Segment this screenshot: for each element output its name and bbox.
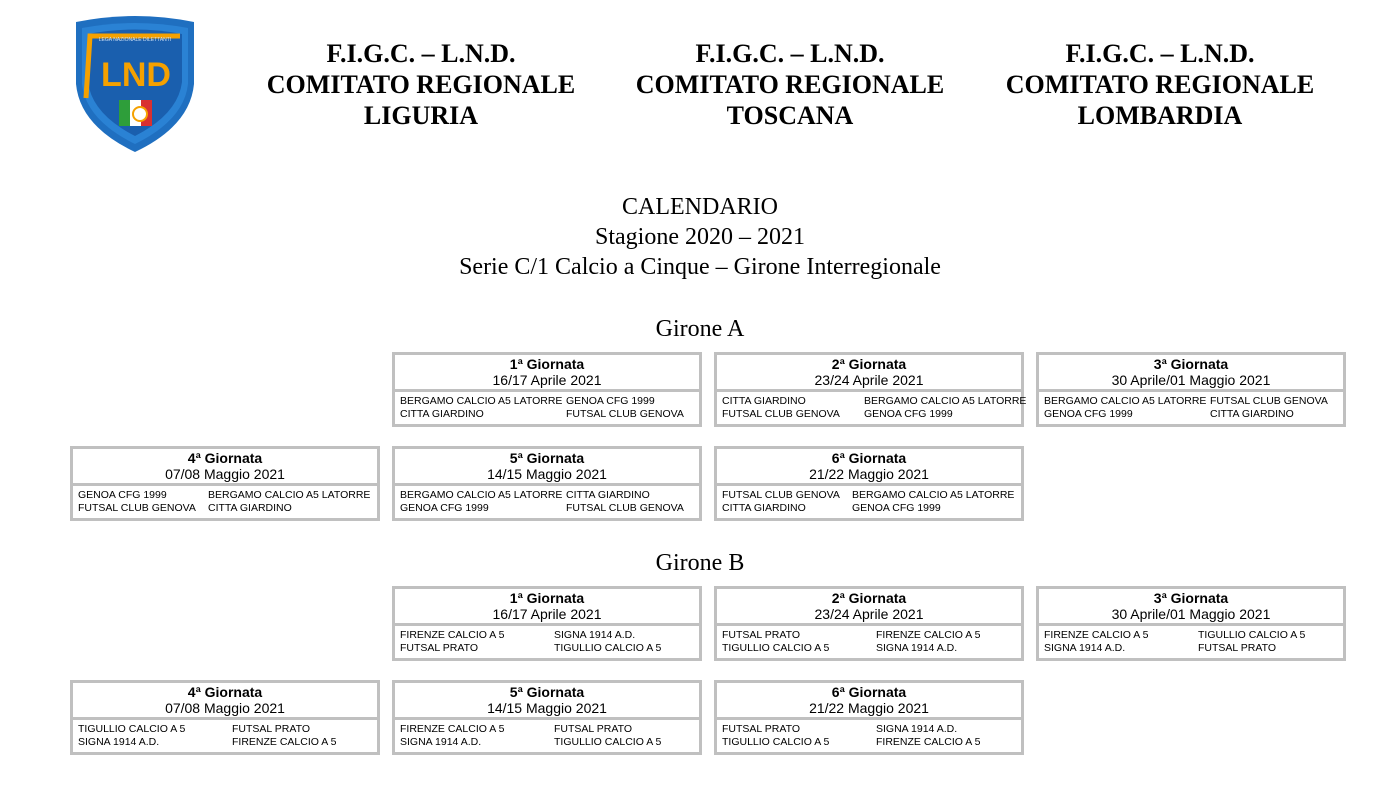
committee-liguria [251, 38, 591, 131]
round-header [717, 589, 1021, 626]
round-header [395, 683, 699, 720]
round-date: 14/15 Maggio 2021 [487, 466, 607, 482]
match-row [1044, 642, 1341, 655]
committee-line3: LIGURIA [363, 101, 479, 130]
match-row [400, 489, 697, 502]
away-team: CITTA GIARDINO [566, 489, 650, 501]
round-name: 6ª Giornata [831, 684, 907, 700]
committee-line1: F.I.G.C. – L.N.D. [695, 39, 885, 68]
round-name: 6ª Giornata [831, 450, 907, 466]
match-row [722, 736, 1019, 749]
calendar-title [350, 192, 1050, 282]
match-row [400, 629, 697, 642]
round-header [1039, 589, 1343, 626]
home-team: GENOA CFG 1999 [78, 489, 167, 501]
away-team: GENOA CFG 1999 [566, 395, 655, 407]
round-name: 3ª Giornata [1153, 356, 1229, 372]
home-team: SIGNA 1914 A.D. [1044, 642, 1126, 654]
round-header [395, 589, 699, 626]
committee-line2: COMITATO REGIONALE [266, 70, 576, 99]
away-team: FUTSAL PRATO [1198, 642, 1276, 654]
girone-a-round-4 [70, 446, 380, 521]
away-team: SIGNA 1914 A.D. [554, 629, 636, 641]
home-team: CITTA GIARDINO [722, 395, 806, 407]
round-name: 1ª Giornata [509, 356, 585, 372]
away-team: BERGAMO CALCIO A5 LATORRE [852, 489, 1015, 501]
away-team: CITTA GIARDINO [208, 502, 292, 514]
committee-line3: LOMBARDIA [1077, 101, 1243, 130]
committee-line1: F.I.G.C. – L.N.D. [326, 39, 516, 68]
home-team: FUTSAL CLUB GENOVA [722, 408, 840, 420]
home-team: TIGULLIO CALCIO A 5 [722, 642, 830, 654]
away-team: FUTSAL CLUB GENOVA [566, 408, 684, 420]
committee-line3: TOSCANA [726, 101, 854, 130]
round-header [395, 449, 699, 486]
away-team: FIRENZE CALCIO A 5 [876, 629, 981, 641]
round-date: 21/22 Maggio 2021 [809, 700, 929, 716]
round-name: 2ª Giornata [831, 356, 907, 372]
match-row [1044, 395, 1341, 408]
away-team: TIGULLIO CALCIO A 5 [554, 736, 662, 748]
match-row [400, 408, 697, 421]
girone-a-round-5 [392, 446, 702, 521]
away-team: FUTSAL CLUB GENOVA [566, 502, 684, 514]
home-team: BERGAMO CALCIO A5 LATORRE [400, 489, 563, 501]
away-team: GENOA CFG 1999 [864, 408, 953, 420]
match-row [722, 395, 1027, 408]
home-team: FUTSAL PRATO [400, 642, 478, 654]
away-team: TIGULLIO CALCIO A 5 [554, 642, 662, 654]
girone-a-round-6 [714, 446, 1024, 521]
match-row [722, 629, 1019, 642]
home-team: TIGULLIO CALCIO A 5 [722, 736, 830, 748]
round-header [717, 683, 1021, 720]
home-team: FUTSAL PRATO [722, 629, 800, 641]
match-row [722, 489, 1019, 502]
match-row [78, 736, 375, 749]
round-date: 14/15 Maggio 2021 [487, 700, 607, 716]
round-date: 30 Aprile/01 Maggio 2021 [1111, 606, 1271, 622]
svg-text:LEGA NAZIONALE DILETTANTI: LEGA NAZIONALE DILETTANTI [98, 37, 172, 43]
round-name: 4ª Giornata [187, 684, 263, 700]
title-line3: Serie C/1 Calcio a Cinque – Girone Interregionale [459, 254, 941, 280]
round-header [717, 355, 1021, 392]
girone-b-round-6 [714, 680, 1024, 755]
girone-b-round-2 [714, 586, 1024, 661]
home-team: FIRENZE CALCIO A 5 [400, 629, 505, 641]
title-line2: Stagione 2020 – 2021 [595, 224, 805, 250]
home-team: FIRENZE CALCIO A 5 [1044, 629, 1149, 641]
away-team: TIGULLIO CALCIO A 5 [1198, 629, 1306, 641]
match-row [1044, 629, 1341, 642]
committee-lombardia [990, 38, 1330, 131]
home-team: TIGULLIO CALCIO A 5 [78, 723, 186, 735]
round-header [73, 449, 377, 486]
match-row [78, 489, 375, 502]
match-row [400, 642, 697, 655]
match-row [400, 502, 697, 515]
away-team: FUTSAL PRATO [554, 723, 632, 735]
home-team: GENOA CFG 1999 [400, 502, 489, 514]
home-team: CITTA GIARDINO [722, 502, 806, 514]
round-date: 23/24 Aprile 2021 [814, 372, 924, 388]
match-row [722, 502, 1019, 515]
round-date: 30 Aprile/01 Maggio 2021 [1111, 372, 1271, 388]
round-date: 16/17 Aprile 2021 [492, 606, 602, 622]
match-row [1044, 408, 1341, 421]
match-row [78, 502, 375, 515]
girone-a-round-2 [714, 352, 1027, 427]
round-name: 4ª Giornata [187, 450, 263, 466]
away-team: FIRENZE CALCIO A 5 [876, 736, 981, 748]
girone-b-round-3 [1036, 586, 1346, 661]
match-row [400, 723, 697, 736]
home-team: FUTSAL CLUB GENOVA [722, 489, 840, 501]
round-name: 1ª Giornata [509, 590, 585, 606]
girone-a-title: Girone A [655, 316, 745, 342]
title-line1: CALENDARIO [622, 194, 778, 220]
away-team: GENOA CFG 1999 [852, 502, 941, 514]
round-date: 21/22 Maggio 2021 [809, 466, 929, 482]
match-row [722, 642, 1019, 655]
girone-b-round-1 [392, 586, 702, 661]
match-row [722, 408, 1019, 421]
home-team: BERGAMO CALCIO A5 LATORRE [400, 395, 563, 407]
away-team: BERGAMO CALCIO A5 LATORRE [208, 489, 371, 501]
girone-b-round-4 [70, 680, 380, 755]
round-name: 2ª Giornata [831, 590, 907, 606]
away-team: FUTSAL PRATO [232, 723, 310, 735]
match-row [722, 723, 1019, 736]
away-team: SIGNA 1914 A.D. [876, 642, 958, 654]
committee-line1: F.I.G.C. – L.N.D. [1065, 39, 1255, 68]
away-team: FIRENZE CALCIO A 5 [232, 736, 337, 748]
committee-line2: COMITATO REGIONALE [1005, 70, 1315, 99]
home-team: FUTSAL CLUB GENOVA [78, 502, 196, 514]
round-date: 23/24 Aprile 2021 [814, 606, 924, 622]
away-team: CITTA GIARDINO [1210, 408, 1294, 420]
round-date: 07/08 Maggio 2021 [165, 700, 285, 716]
home-team: FUTSAL PRATO [722, 723, 800, 735]
committee-line2: COMITATO REGIONALE [635, 70, 945, 99]
home-team: CITTA GIARDINO [400, 408, 484, 420]
match-row [400, 736, 697, 749]
round-name: 3ª Giornata [1153, 590, 1229, 606]
home-team: SIGNA 1914 A.D. [78, 736, 160, 748]
home-team: SIGNA 1914 A.D. [400, 736, 482, 748]
round-header [1039, 355, 1343, 392]
svg-text:LND: LND [101, 56, 171, 94]
girone-a-round-1 [392, 352, 702, 427]
away-team: SIGNA 1914 A.D. [876, 723, 958, 735]
match-row [78, 723, 375, 736]
round-name: 5ª Giornata [509, 684, 585, 700]
home-team: FIRENZE CALCIO A 5 [400, 723, 505, 735]
round-name: 5ª Giornata [509, 450, 585, 466]
lnd-logo [72, 14, 198, 154]
match-row [400, 395, 697, 408]
girone-b-round-5 [392, 680, 702, 755]
round-header [395, 355, 699, 392]
round-header [717, 449, 1021, 486]
away-team: BERGAMO CALCIO A5 LATORRE [864, 395, 1027, 407]
committee-toscana [620, 38, 960, 131]
girone-a-round-3 [1036, 352, 1346, 427]
girone-b-title: Girone B [655, 550, 745, 576]
home-team: BERGAMO CALCIO A5 LATORRE [1044, 395, 1207, 407]
home-team: GENOA CFG 1999 [1044, 408, 1133, 420]
round-date: 16/17 Aprile 2021 [492, 372, 602, 388]
away-team: FUTSAL CLUB GENOVA [1210, 395, 1328, 407]
round-date: 07/08 Maggio 2021 [165, 466, 285, 482]
round-header [73, 683, 377, 720]
